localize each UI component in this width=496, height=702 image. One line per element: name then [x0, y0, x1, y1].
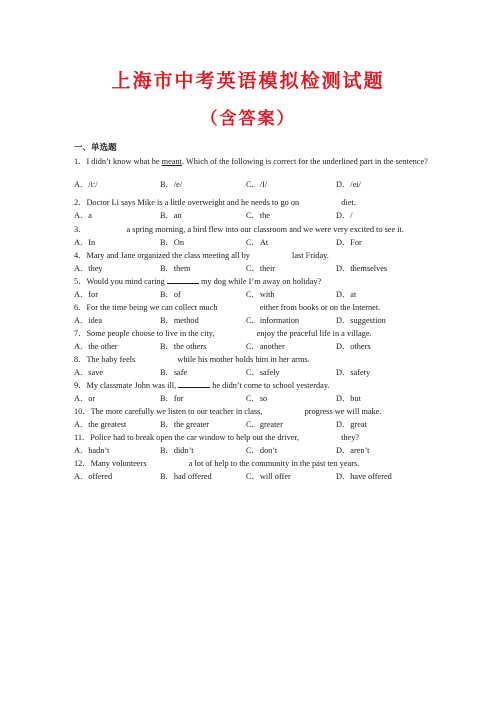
question-stem-end: they? [339, 433, 360, 442]
answer-option[interactable]: B．method [160, 316, 199, 325]
answer-option[interactable]: B．safe [160, 368, 188, 377]
answer-option[interactable]: A．the other [74, 342, 118, 351]
answer-option[interactable]: D．at [336, 290, 357, 299]
answer-option[interactable]: C．the [246, 211, 270, 220]
question-stem-end: while his mother holds him in her arms. [175, 355, 310, 364]
answer-options [74, 209, 430, 223]
answer-option[interactable]: D．but [336, 394, 361, 403]
answer-option[interactable]: A．hadn’t [74, 446, 110, 455]
question-stem-end: . Which of the following is correct for the underlined part in the sentence? [181, 157, 428, 166]
answer-option[interactable]: B．an [160, 211, 182, 220]
question-stem-end: enjoy the peaceful life in a village. [254, 329, 372, 338]
question-stem: 1．I didn’t know what he [74, 157, 162, 166]
answer-option[interactable]: D．great [336, 420, 367, 429]
answer-blank [167, 275, 199, 284]
page-subtitle: （含答案） [200, 109, 296, 129]
question-stem-end: last Friday. [289, 251, 329, 260]
answer-option[interactable]: D．safety [336, 368, 371, 377]
answer-option[interactable]: A．the greatest [74, 420, 127, 429]
answer-option[interactable]: B．didn’t [160, 446, 194, 455]
answer-options [74, 178, 430, 192]
answer-option[interactable]: A．save [74, 368, 104, 377]
question-stem: 2．Doctor Li says Mike is a little overweight and he needs to go on [74, 198, 302, 207]
answer-option[interactable]: B．the others [160, 342, 207, 351]
answer-option[interactable]: A．/i:/ [74, 180, 98, 189]
answer-option[interactable]: D．For [336, 238, 362, 247]
answer-option[interactable]: A．or [74, 394, 96, 403]
answer-option[interactable]: C．safely [246, 368, 280, 377]
question-stem: 12．Many volunteers [74, 459, 149, 468]
answer-option[interactable]: B．the greater [160, 420, 210, 429]
answer-option[interactable]: B．On [160, 238, 184, 247]
answer-option[interactable]: A．In [74, 238, 96, 247]
question-stem-end: either from books or on the Internet. [257, 303, 381, 312]
question-stem: 7．Some people choose to live in the city, [74, 329, 217, 338]
answer-option[interactable]: C．information [246, 316, 300, 325]
question-stem-end: my dog while I’m away on holiday? [198, 277, 322, 286]
question-stem-end: a spring morning, a bird flew into our classroom and we were very excited to see it. [124, 225, 404, 234]
answer-option[interactable]: C．another [246, 342, 285, 351]
answer-option[interactable]: A．they [74, 264, 103, 273]
question-text [74, 154, 430, 170]
question-stem: 3． [74, 225, 87, 234]
answer-option[interactable]: C．with [246, 290, 275, 299]
question-stem-end: a lot of help to the community in the past ten years. [186, 459, 360, 468]
answer-option[interactable]: B．/e/ [160, 180, 183, 189]
answer-option[interactable]: C．so [246, 394, 268, 403]
answer-option[interactable]: C．/I/ [246, 180, 268, 189]
answer-option[interactable]: A．offered [74, 472, 113, 481]
answer-option[interactable]: B．had offered [160, 472, 212, 481]
answer-option[interactable]: D．have offered [336, 472, 392, 481]
answer-option[interactable]: B．for [160, 394, 184, 403]
question-stem: 8．The baby feels [74, 355, 138, 364]
underlined-word: meant [161, 157, 182, 166]
answer-option[interactable]: A．for [74, 290, 98, 299]
question-stem: 9．My classmate John was ill, [74, 381, 179, 390]
question-stem-end: he didn’t come to school yesterday. [210, 381, 330, 390]
answer-option[interactable]: C．At [246, 238, 269, 247]
answer-option[interactable]: B．of [160, 290, 181, 299]
question-stem: 10．The more carefully we listen to our teacher in class, [74, 407, 265, 416]
answer-option[interactable]: B．them [160, 264, 191, 273]
answer-option[interactable]: C．greater [246, 420, 283, 429]
answer-option[interactable]: D．suggestion [336, 316, 386, 325]
answer-option[interactable]: C．don’t [246, 446, 278, 455]
answer-option[interactable]: D．/ [336, 211, 353, 220]
answer-option[interactable]: D．others [336, 342, 371, 351]
question-stem: 6．For the time being we can collect much [74, 303, 220, 312]
question-stem-end: progress we will make. [302, 407, 382, 416]
answer-option[interactable]: D．/ei/ [336, 180, 361, 189]
answer-options [74, 470, 430, 484]
question-stem-end: diet. [339, 198, 356, 207]
answer-blank [178, 379, 210, 388]
answer-option[interactable]: D．themselves [336, 264, 388, 273]
answer-option[interactable]: D．aren’t [336, 446, 370, 455]
answer-option[interactable]: A．a [74, 211, 92, 220]
page-title: 上海市中考英语模拟检测试题 [111, 70, 385, 92]
answer-option[interactable]: A．idea [74, 316, 103, 325]
answer-option[interactable]: C．will offer [246, 472, 291, 481]
answer-option[interactable]: C．their [246, 264, 276, 273]
question-stem: 5．Would you mind caring [74, 277, 167, 286]
section-heading: 一、单选题 [74, 142, 117, 152]
question-stem: 11．Police had to break open the car window to help out the driver, [74, 433, 302, 442]
question-stem: 4．Mary and Jane organized the class meeting all by [74, 251, 252, 260]
